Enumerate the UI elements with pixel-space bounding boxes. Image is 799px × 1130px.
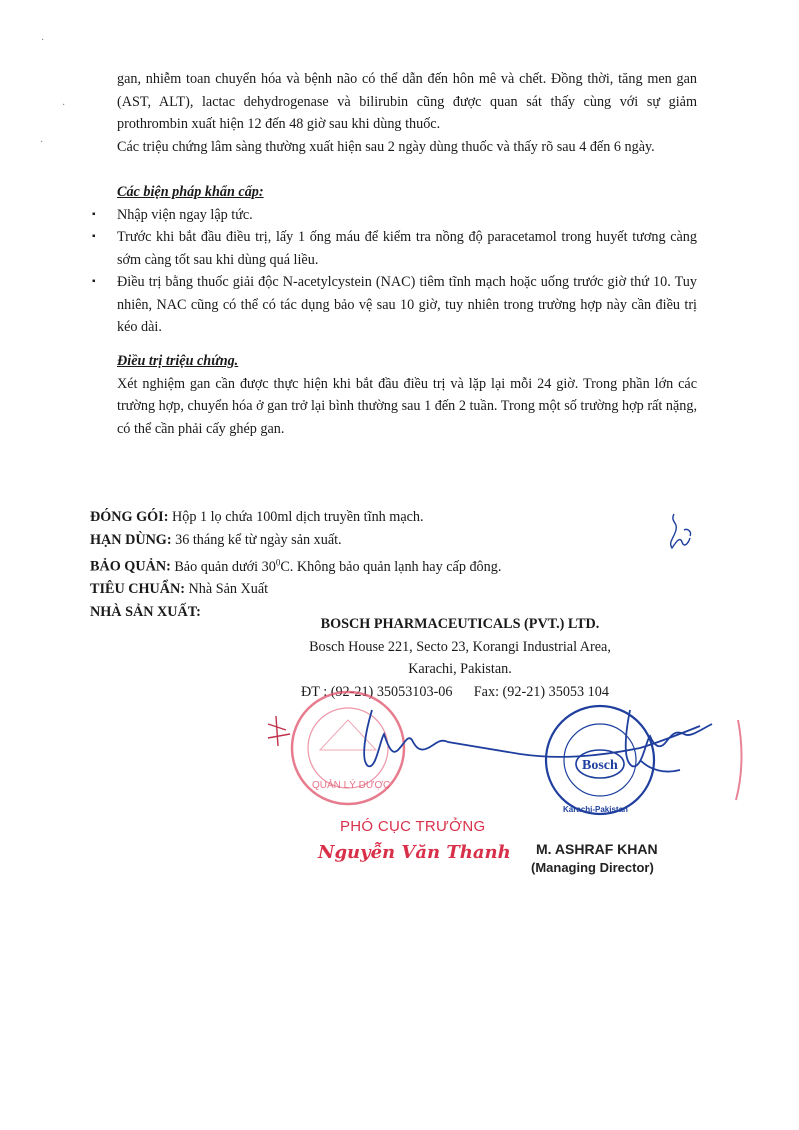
product-info — [90, 506, 710, 623]
stamp-center-text: Bosch — [582, 758, 618, 773]
stamps-and-signatures — [0, 690, 799, 910]
red-edge-mark — [736, 720, 742, 800]
storage-value-text: C. Không bảo quản lạnh hay cấp đông. — [280, 558, 502, 575]
list-item-text: Trước khi bắt đầu điều trị, lấy 1 ống máu để kiểm tra nồng độ paracetamol trong huyết tương càng sớm càng tốt sau khi dùng quá liều. — [117, 229, 697, 268]
storage-value-text: Bảo quản dưới 30 — [174, 558, 276, 575]
en-signer-role: (Managing Director) — [531, 860, 654, 875]
standard-label: TIÊU CHUẨN: — [90, 581, 185, 598]
degree-superscript: 0 — [275, 557, 281, 567]
emergency-heading: Các biện pháp khẩn cấp: — [117, 184, 264, 200]
manufacturer-name: BOSCH PHARMACEUTICALS (PVT.) LTD. — [320, 616, 600, 632]
expiry-label: HẠN DÙNG: — [90, 531, 172, 548]
intro-paragraph: gan, nhiễm toan chuyển hóa và bệnh não có thể dẫn đến hôn mê và chết. Đồng thời, tăng men gan (AST, ALT), lactac dehydrogenase và bilirubin cũng được quan sát thấy cùng với sự giảm prothrombin xuất hiện 12 đến 48 giờ sau khi dùng thuốc. — [117, 71, 697, 132]
emergency-list — [92, 204, 697, 339]
signature-area — [0, 690, 799, 910]
scan-mark: · — [62, 100, 66, 111]
packaging-value: Hộp 1 lọ chứa 100ml dịch truyền tĩnh mạch. — [171, 509, 424, 525]
bullet-icon: ▪ — [92, 276, 96, 287]
list-item — [92, 271, 697, 339]
en-signer-name: M. ASHRAF KHAN — [536, 841, 658, 857]
bullet-icon: ▪ — [92, 208, 96, 220]
company-stamp — [546, 706, 654, 814]
symptomatic-paragraph: Xét nghiệm gan cần được thực hiện khi bắt đầu điều trị và lặp lại mỗi 24 giờ. Trong phần lớn các trường hợp, chuyển hóa ở gan trở lại bình thường sau 1 đến 2 tuần. Trong một số trường hợp rất nặng, có thể cần phải cấy ghép gan. — [117, 375, 697, 437]
expiry-value: 36 tháng kể từ ngày sản xuất. — [175, 531, 342, 548]
official-stamp — [292, 692, 404, 804]
stamp-bottom-text: Karachi-Pakistan — [563, 805, 628, 814]
phone-number: ĐT : (92-21) 35053103-06 — [301, 683, 453, 700]
expiry-row — [90, 529, 710, 552]
bullet-icon: ▪ — [92, 231, 96, 242]
vn-signer-title: PHÓ CỤC TRƯỞNG — [340, 818, 486, 835]
packaging-row — [90, 506, 710, 529]
list-item-text: Điều trị bằng thuốc giải độc N-acetylcystein (NAC) tiêm tĩnh mạch hoặc uống trước giờ thứ 10. Tuy nhiên, NAC cũng có thể có tác dụng bảo vệ sau 10 giờ, tuy nhiên trong trường hợp này cần điều trị kéo dài. — [117, 274, 697, 335]
manufacturer-label: NHÀ SẢN XUẤT: — [90, 603, 201, 620]
list-item-text: Nhập viện ngay lập tức. — [117, 206, 253, 223]
stamp-text: QUẢN LÝ DƯỢC — [312, 780, 391, 791]
emergency-section — [92, 181, 697, 339]
packaging-label: ĐÓNG GÓI: — [90, 509, 169, 525]
list-item — [92, 204, 697, 227]
manufacturer-city: Karachi, Pakistan. — [408, 661, 512, 677]
signature-en — [626, 710, 712, 772]
red-mark — [268, 716, 290, 746]
scan-mark: · — [40, 137, 44, 148]
storage-row — [90, 551, 710, 578]
standard-value: Nhà Sản Xuất — [188, 581, 269, 598]
intro-section — [117, 68, 697, 158]
symptomatic-section — [117, 350, 697, 440]
scan-mark: · — [41, 35, 45, 46]
storage-label: BẢO QUẢN: — [90, 558, 171, 575]
storage-value — [174, 559, 501, 575]
list-item — [92, 226, 697, 271]
initials-signature — [660, 508, 700, 556]
manufacturer-address: Bosch House 221, Secto 23, Korangi Industrial Area, — [309, 638, 611, 655]
symptomatic-heading: Điều trị triệu chứng. — [117, 353, 239, 369]
fax-number: Fax: (92-21) 35053 104 — [473, 683, 609, 700]
standard-row — [90, 578, 710, 601]
vn-signer-name: Nguyễn Văn Thanh — [318, 842, 511, 863]
intro-paragraph: Các triệu chứng lâm sàng thường xuất hiện sau 2 ngày dùng thuốc và thấy rõ sau 4 đến 6 ngày. — [117, 138, 655, 155]
